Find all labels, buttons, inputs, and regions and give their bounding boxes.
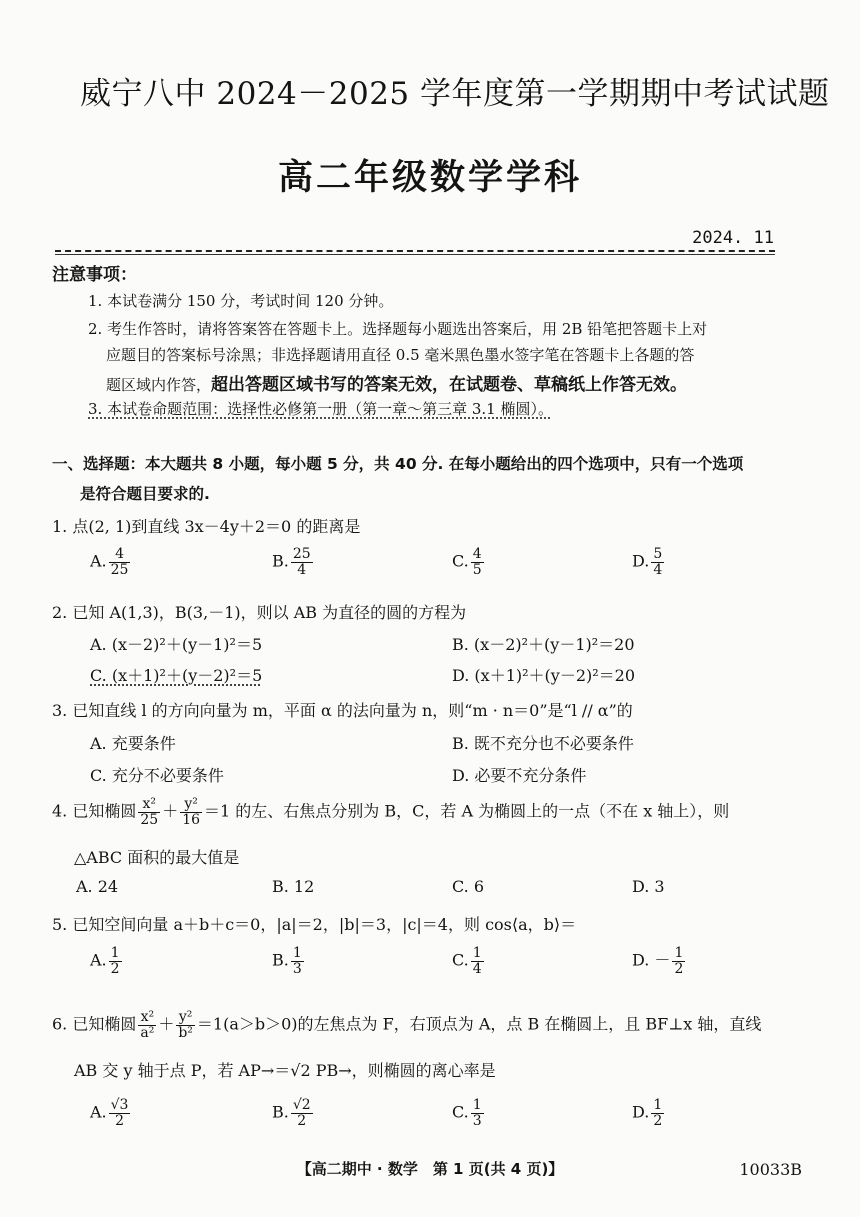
q6-option-a: A. $\frac{√3}{2}$ <box>90 1097 129 1129</box>
notice-item-2-text: 题区域内作答， <box>106 376 212 394</box>
q6-option-d: D. $\frac{1}{2}$ <box>632 1097 663 1129</box>
q5-option-d: D. － $\frac{1}{2}$ <box>632 945 684 977</box>
notice-item-3: 3. 本试卷命题范围：选择性必修第一册（第一章～第三章 3.1 椭圆）。 <box>88 400 553 418</box>
page-footer: 【高二期中 · 数学 第 1 页(共 4 页)】 <box>296 1160 564 1178</box>
question-4-stem-line-2: △ABC 面积的最大值是 <box>74 848 240 867</box>
notice-emphasis: 超出答题区域书写的答案无效，在试题卷、草稿纸上作答无效。 <box>211 375 688 395</box>
question-6-stem-line-2: AB 交 y 轴于点 P，若 AP→＝√2 PB→，则椭圆的离心率是 <box>74 1061 496 1080</box>
q5-option-c: C. $\frac{1}{4}$ <box>452 945 482 977</box>
notice-item-2-line-1: 2. 考生作答时，请将答案答在答题卡上。选择题每小题选出答案后，用 2B 铅笔把答题卡上对 <box>88 320 708 338</box>
header-divider <box>55 250 775 252</box>
section-heading: 一、选择题：本大题共 8 小题，每小题 5 分，共 40 分. 在每小题给出的四个选项中，只有一个选项 <box>52 455 744 473</box>
q1-option-c: C. $\frac{4}{5}$ <box>452 546 482 578</box>
exam-title: 威宁八中 2024－2025 学年度第一学期期中考试试题 <box>80 76 830 112</box>
question-4-stem: 4. 已知椭圆 $\frac{\text{x²}}{25}$ ＋ $\frac{\text{y²}}{16}$ ＝1 的左、右焦点分别为 B，C，若 A 为椭圆上的一点（不在 x 轴上），则 <box>52 796 730 828</box>
q2-option-c: C. (x＋1)²＋(y－2)²＝5 <box>90 666 263 685</box>
question-5-stem: 5. 已知空间向量 a＋b＋c＝0，|a|＝2，|b|＝3，|c|＝4，则 cos⟨a，b⟩＝ <box>52 915 577 934</box>
q1-option-d: D. $\frac{5}{4}$ <box>632 546 663 578</box>
question-3-stem: 3. 已知直线 l 的方向向量为 m，平面 α 的法向量为 n，则“m · n＝0”是“l // α”的 <box>52 701 633 720</box>
notice-item-1: 1. 本试卷满分 150 分，考试时间 120 分钟。 <box>88 292 394 310</box>
section-heading-line-2: 是符合题目要求的. <box>80 485 210 503</box>
q5-option-a: A. $\frac{1}{2}$ <box>90 945 120 977</box>
q3-option-c: C. 充分不必要条件 <box>90 766 224 785</box>
question-2-stem: 2. 已知 A(1,3)，B(3,－1)，则以 AB 为直径的圆的方程为 <box>52 603 467 622</box>
q2-option-b: B. (x－2)²＋(y－1)²＝20 <box>452 635 635 654</box>
notice-heading: 注意事项： <box>52 265 137 285</box>
q4-option-a: A. 24 <box>76 877 119 896</box>
q5-option-b: B. $\frac{1}{3}$ <box>272 945 302 977</box>
paper-code: 10033B <box>739 1160 802 1179</box>
q4-option-b: B. 12 <box>272 877 315 896</box>
question-1-stem: 1. 点(2, 1)到直线 3x－4y＋2＝0 的距离是 <box>52 517 361 536</box>
q3-option-a: A. 充要条件 <box>90 734 176 753</box>
q4-option-d: D. 3 <box>632 877 665 896</box>
subject-title: 高二年级数学学科 <box>277 157 582 198</box>
q2-option-d: D. (x＋1)²＋(y－2)²＝20 <box>452 666 636 685</box>
header-divider-solid <box>55 254 775 255</box>
q6-option-c: C. $\frac{1}{3}$ <box>452 1097 482 1129</box>
notice-item-2-line-2: 应题目的答案标号涂黑；非选择题请用直径 0.5 毫米黑色墨水签字笔在答题卡上各题的答 <box>106 346 695 364</box>
exam-date: 2024. 11 <box>692 228 774 248</box>
q3-option-b: B. 既不充分也不必要条件 <box>452 734 634 753</box>
q1-option-a: A. $\frac{4}{25}$ <box>90 546 129 578</box>
question-6-stem: 6. 已知椭圆 $\frac{\text{x²}}{\text{a²}}$ ＋ $\frac{\text{y²}}{\text{b²}}$ ＝1(a＞b＞0)的左焦点为 F，右顶点为 A，点 B 在椭圆上，且 BF⊥x 轴，直线 <box>52 1009 762 1041</box>
q1-option-b: B. $\frac{25}{4}$ <box>272 546 311 578</box>
q4-option-c: C. 6 <box>452 877 485 896</box>
q2-option-a: A. (x－2)²＋(y－1)²＝5 <box>90 635 263 654</box>
q3-option-d: D. 必要不充分条件 <box>452 766 587 785</box>
notice-item-2-line-3 <box>106 370 687 395</box>
q6-option-b: B. $\frac{√2}{2}$ <box>272 1097 311 1129</box>
